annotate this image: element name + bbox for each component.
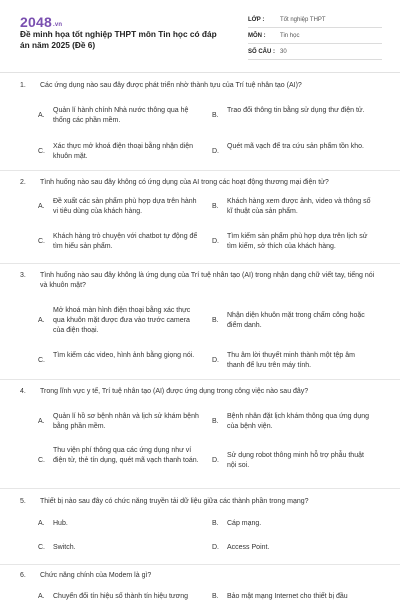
- option-text: Bảo mật mạng Internet cho thiết bị đầu: [227, 593, 348, 600]
- question-divider: [0, 488, 400, 489]
- info-row-subject: [248, 28, 382, 44]
- info-value: 30: [280, 48, 287, 55]
- question-text: Trong lĩnh vực y tế, Trí tuệ nhân tạo (AI) được ứng dụng trong công việc nào sau đây?: [40, 388, 309, 395]
- question-number: 4.: [20, 388, 26, 395]
- option-text: Chuyển đổi tín hiệu số thành tín hiệu tương: [53, 593, 188, 600]
- option-text: Mở khoá màn hình điện thoại bằng xác thực qua khuôn mặt được đưa vào trước camera của điện thoại.: [53, 307, 191, 334]
- option-text: Xác thực mở khoá điện thoại bằng nhận diện khuôn mặt.: [53, 143, 194, 160]
- option-letter: A.: [38, 520, 45, 527]
- question-3: [20, 271, 380, 381]
- info-row-question-count: [248, 44, 382, 60]
- option-text: Switch.: [53, 544, 76, 551]
- question-text: Tình huống nào sau đây không là ứng dụng của Trí tuệ nhân tạo (AI) trong nhận dạng chữ viết tay, tiếng nói và khuôn mặt?: [40, 272, 375, 289]
- option-letter: C.: [38, 544, 45, 551]
- option-letter: D.: [212, 457, 219, 464]
- info-value: Tin học: [280, 32, 300, 39]
- option-letter: B.: [212, 418, 219, 425]
- option-letter: D.: [212, 357, 219, 364]
- question-divider: [0, 170, 400, 171]
- question-divider: [0, 564, 400, 565]
- info-label: LỚP :: [248, 16, 265, 23]
- option-letter: B.: [212, 203, 219, 210]
- option-letter: B.: [212, 520, 219, 527]
- option-text: Khách hàng xem được ảnh, video và thông số kĩ thuật của sản phẩm.: [227, 198, 371, 215]
- question-text: Thiết bị nào sau đây có chức năng truyền tải dữ liệu giữa các thành phần trong mạng?: [40, 498, 309, 505]
- logo-text: 2048: [20, 14, 52, 30]
- option-letter: A.: [38, 418, 45, 425]
- question-2: [20, 178, 380, 266]
- option-letter: C.: [38, 457, 45, 464]
- question-text: Các ứng dụng nào sau đây được phát triển nhờ thành tựu của Trí tuệ nhân tạo (AI)?: [40, 82, 302, 89]
- option-letter: A.: [38, 112, 45, 119]
- option-text: Khách hàng trò chuyện với chatbot tự động để tìm hiểu sản phẩm.: [53, 233, 198, 250]
- question-6: [20, 571, 380, 600]
- site-logo[interactable]: [20, 14, 62, 30]
- info-label: SỐ CÂU :: [248, 48, 275, 55]
- question-1: [20, 81, 380, 177]
- option-letter: A.: [38, 317, 45, 324]
- option-text: Nhận diện khuôn mặt trong chấm công hoặc điểm danh.: [227, 312, 365, 329]
- option-text: Cáp mạng.: [227, 520, 262, 527]
- question-divider: [0, 263, 400, 264]
- option-letter: D.: [212, 148, 219, 155]
- option-text: Đề xuất các sản phẩm phù hợp dựa trên hành vi tiêu dùng của khách hàng.: [53, 198, 197, 215]
- header-divider: [0, 72, 400, 73]
- option-text: Quét mã vạch để tra cứu sản phẩm tồn kho.: [227, 143, 364, 150]
- info-row-class: [248, 12, 382, 28]
- option-text: Tìm kiếm sản phẩm phù hợp dựa trên lịch sử tìm kiếm, sở thích của khách hàng.: [227, 233, 368, 250]
- info-value: Tốt nghiệp THPT: [280, 16, 326, 23]
- option-text: Quản lí hành chính Nhà nước thông qua hệ thống các phần mềm.: [53, 107, 189, 124]
- document-header: [0, 0, 400, 72]
- question-number: 1.: [20, 82, 26, 89]
- document-title: Đề minh họa tốt nghiệp THPT môn Tin học có đáp án năm 2025 (Đề 6): [20, 29, 217, 50]
- option-text: Tìm kiếm các video, hình ảnh bằng giọng nói.: [53, 352, 195, 359]
- question-text: Chức năng chính của Modem là gì?: [40, 572, 152, 579]
- info-label: MÔN :: [248, 32, 266, 39]
- option-text: Trao đổi thông tin bằng sử dụng thư điện tử.: [227, 107, 365, 114]
- option-letter: D.: [212, 238, 219, 245]
- option-text: Sử dụng robot thông minh hỗ trợ phẫu thuật nội soi.: [227, 452, 364, 469]
- question-divider: [0, 379, 400, 380]
- option-letter: B.: [212, 593, 219, 600]
- question-5: [20, 497, 380, 559]
- question-number: 3.: [20, 272, 26, 279]
- option-letter: C.: [38, 238, 45, 245]
- option-letter: A.: [38, 593, 45, 600]
- option-letter: C.: [38, 148, 45, 155]
- option-text: Access Point.: [227, 544, 270, 551]
- question-number: 2.: [20, 179, 26, 186]
- option-letter: B.: [212, 112, 219, 119]
- question-text: Tình huống nào sau đây không có ứng dụng của AI trong các hoạt động thương mại điện tử?: [40, 179, 329, 186]
- option-letter: C.: [38, 357, 45, 364]
- option-text: Quản lí hồ sơ bệnh nhân và lịch sử khám bệnh bằng phần mềm.: [53, 413, 199, 430]
- question-4: [20, 387, 380, 487]
- option-text: Hub.: [53, 520, 68, 527]
- logo-suffix: .vn: [52, 22, 63, 28]
- question-number: 5.: [20, 498, 26, 505]
- option-letter: A.: [38, 203, 45, 210]
- option-text: Bệnh nhân đặt lịch khám thông qua ứng dụng của bệnh viện.: [227, 413, 370, 430]
- option-letter: D.: [212, 544, 219, 551]
- option-text: Thu viện phí thông qua các ứng dụng như ví điện tử, thẻ tín dụng, quét mã vạch thanh toán.: [53, 447, 199, 464]
- question-number: 6.: [20, 572, 26, 579]
- option-letter: B.: [212, 317, 219, 324]
- exam-info-table: [248, 12, 382, 60]
- option-text: Thu âm lời thuyết minh thành một tệp âm thanh để lưu trên máy tính.: [227, 352, 355, 369]
